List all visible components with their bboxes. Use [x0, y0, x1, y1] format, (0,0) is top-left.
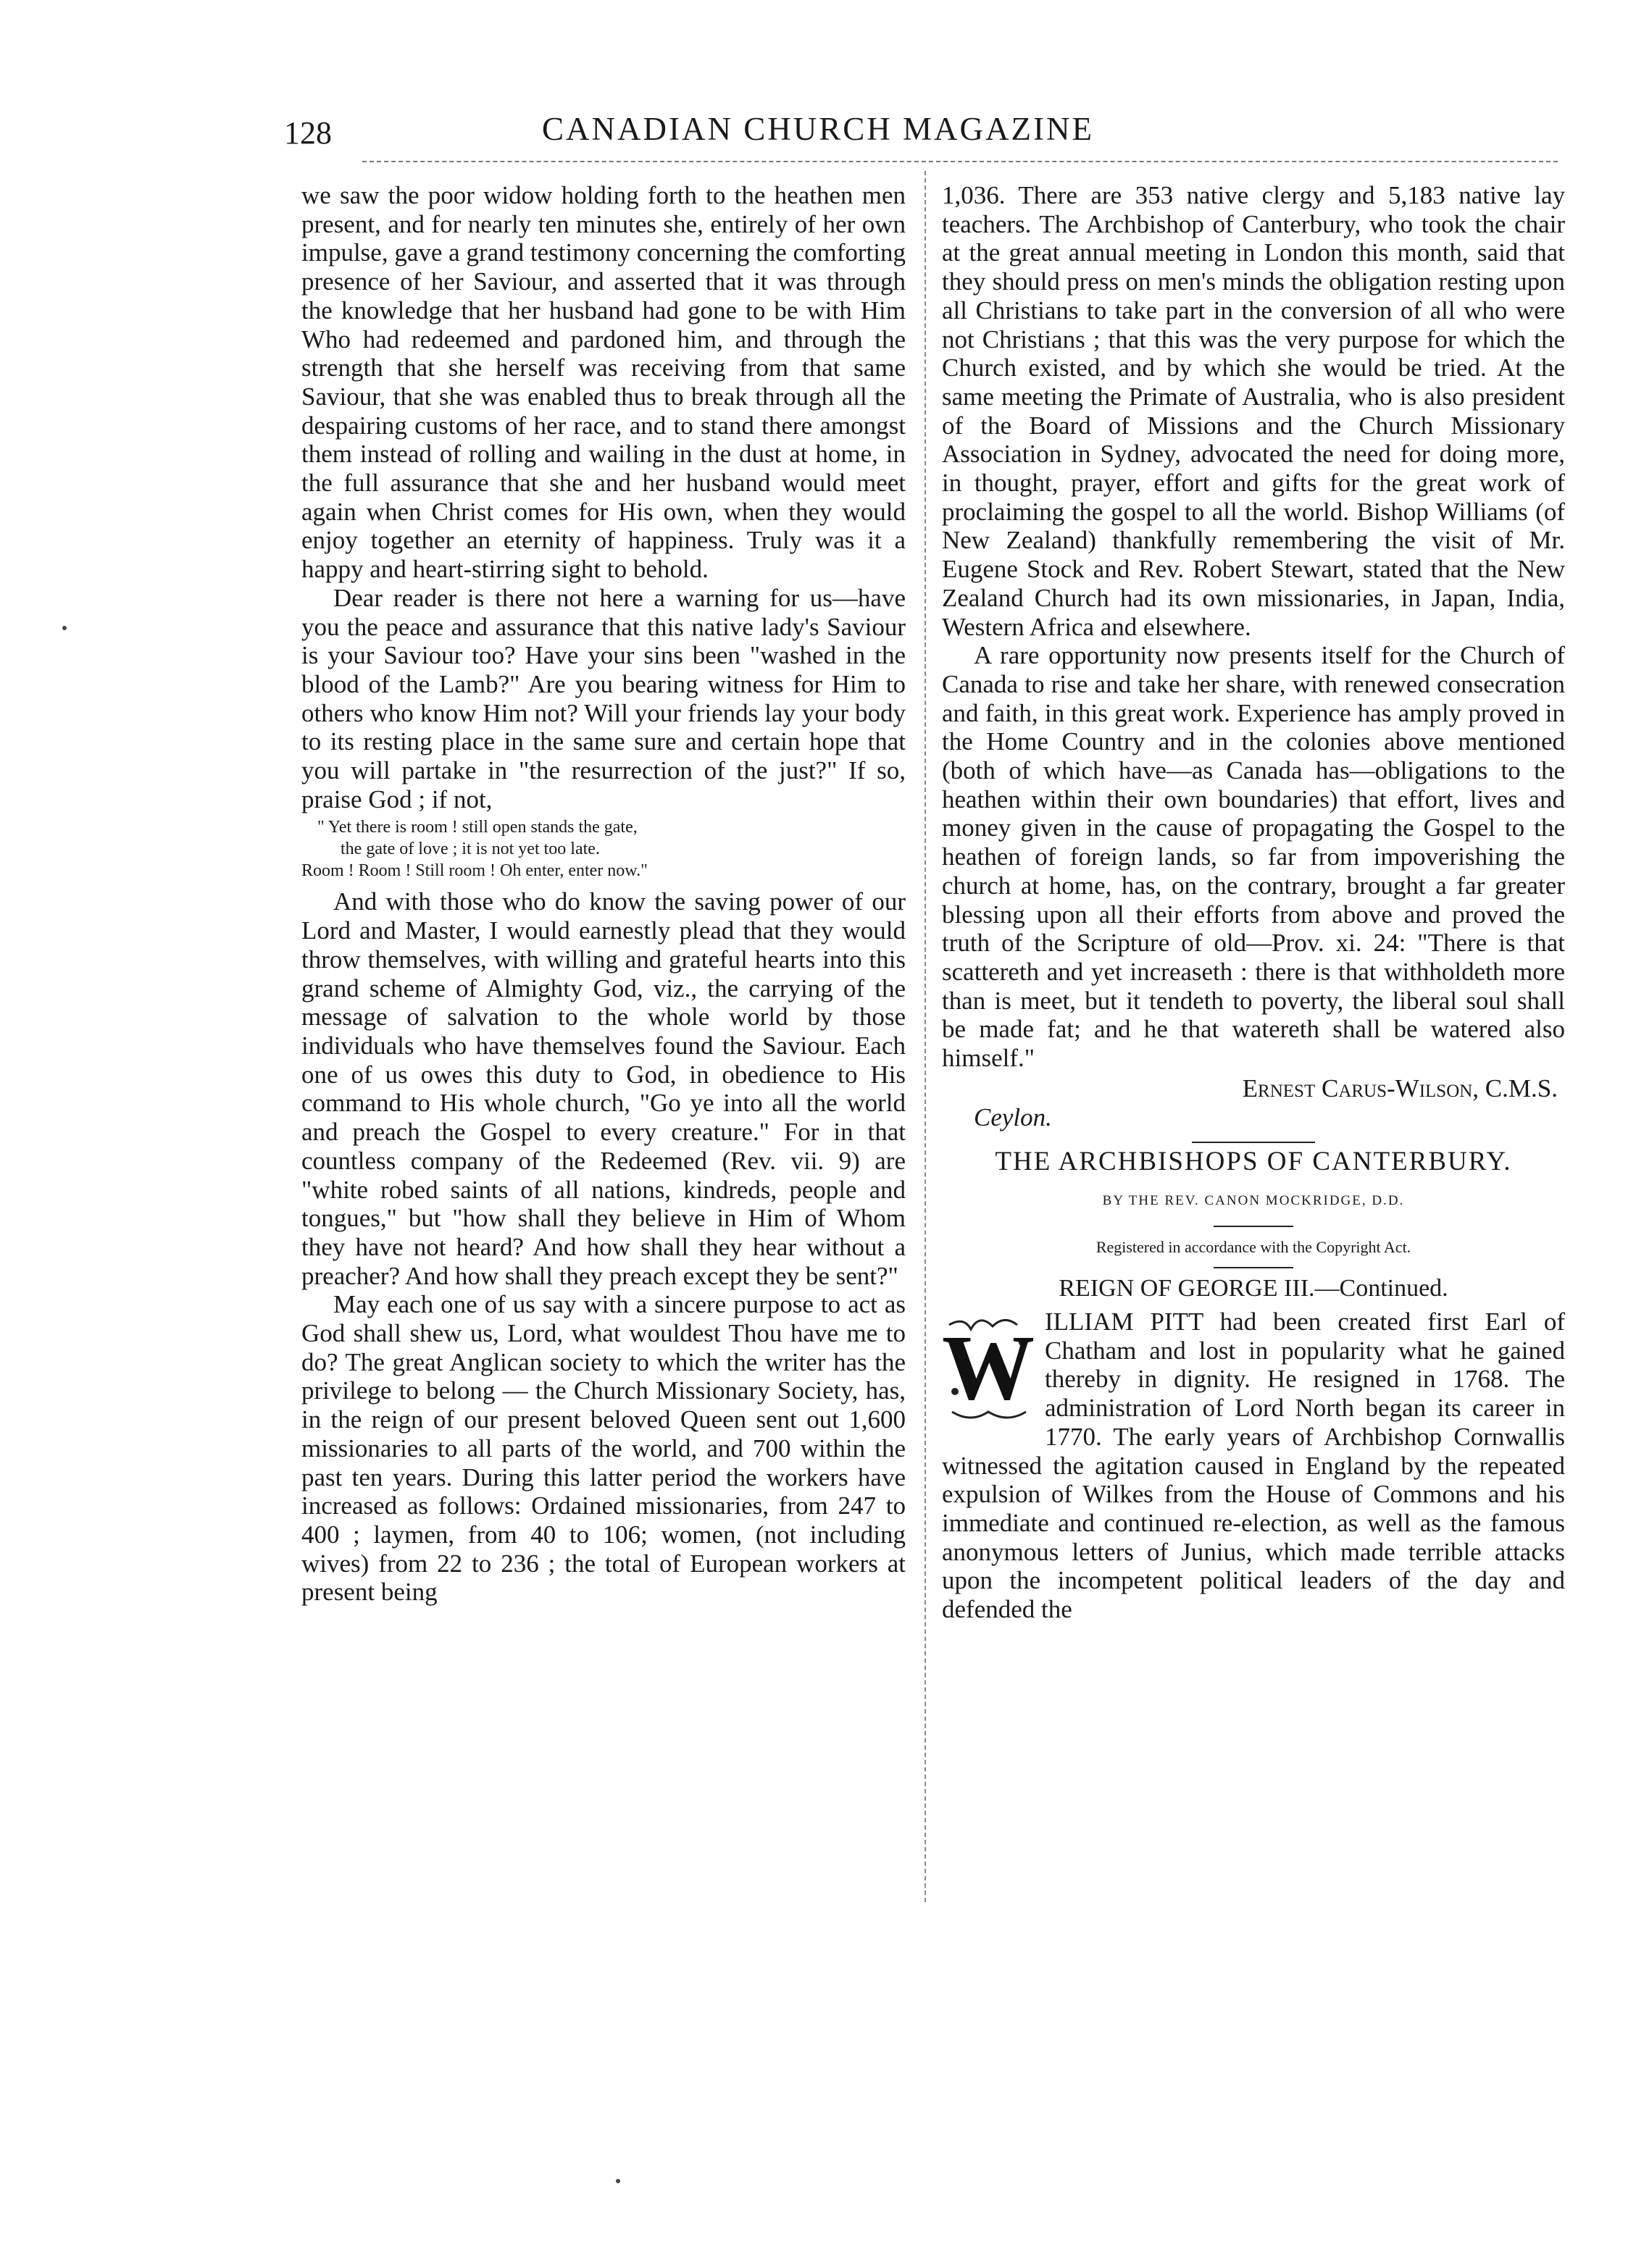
paragraph: Dear reader is there not here a warning for us—have you the peace and assurance that this native lady's Saviour is your Saviour too? Have your sins been "washed in the blood of the Lamb?" Are you bearing witness for Him to others who know Him not? Will your friends lay your body to its resting place in the same sure and certain hope that you will partake in "the resurrection of the just?" If so, praise God ; if not, [301, 583, 906, 813]
copyright-rule [1214, 1267, 1293, 1268]
poem-quote [301, 816, 906, 882]
drop-cap-ornament [942, 1310, 1035, 1426]
signature-place: Ceylon. [974, 1102, 1052, 1131]
drop-cap-letter: W [942, 1316, 1035, 1420]
paragraph: A rare opportunity now presents itself for the Church of Canada to rise and take her share, with renewed consecration and faith, in this great work. Experience has amply proved in the Home Country and in the colonies above mentioned (both of which have—as Canada has—obligations to the heathen within their own boundaries) that effort, lives and money given in the cause of propagating the Gospel to the heathen of foreign lands, so far from impoverishing the church at home, has, on the contrary, brought a far greater blessing upon all their efforts from above and proved the truth of the Scripture of old—Prov. xi. 24: "There is that scattereth and yet increaseth : there is that withholdeth more than is meet, but it tendeth to poverty, the liberal soul shall be made fat; and he that watereth shall be watered also himself." [942, 641, 1565, 1073]
poem-line: the gate of love ; it is not yet too late. [341, 840, 600, 859]
header-rule [362, 161, 1558, 162]
paragraph: 1,036. There are 353 native clergy and 5,183 native lay teachers. The Archbishop of Canterbury, who took the chair at the great annual meeting in London this month, said that they should press on men's minds the obligation resting upon all Christians to take part in the conversion of all who were not Christians ; that this was the very purpose for which the Church existed, and by which she would be tried. At the same meeting the Primate of Australia, who is also president of the Board of Missions and the Church Missionary Association in Sydney, advocated the need for doing more, in thought, prayer, effort and gifts for the great work of proclaiming the gospel to all the world. Bishop Williams (of New Zealand) thankfully remembering the visit of Mr. Eugene Stock and Rev. Robert Stewart, stated that the New Zealand Church had its own missionaries, in Japan, India, Western Africa and elsewhere. [942, 181, 1565, 641]
left-column [301, 181, 906, 1607]
ink-speck [616, 2179, 620, 2183]
paragraph: we saw the poor widow holding forth to the heathen men present, and for nearly ten minutes she, entirely of her own impulse, gave a grand testimony concerning the comforting presence of her Saviour, and asserted that it was through the knowledge that her husband had gone to be with Him Who had redeemed and pardoned him, and through the strength that she herself was receiving from that same Saviour, that she was enabled thus to break through all the despairing customs of her race, and to stand there amongst them instead of rolling and wailing in the dust at home, in the full assurance that she and her husband would meet again when Christ comes for His own, when they would enjoy together an eternity of happiness. Truly was it a happy and heart-stirring sight to behold. [301, 181, 906, 584]
article-opening-text: ILLIAM PITT had been created first Earl of Chatham and lost in popularity what he gained thereby in dignity. He resigned in 1768. The administration of Lord North began its career in 1770. The early years of Archbishop Cornwallis witnessed the agitation caused in England by the repeated expulsion of Wilkes from the House of Commons and his immediate and continued re-election, as well as the famous anonymous letters of Junius, which made terrible attacks upon the incompetent political leaders of the day and defended the [942, 1307, 1565, 1624]
signature-name: Ernest Carus-Wilson, C.M.S. [1242, 1074, 1558, 1102]
article-byline: BY THE REV. CANON MOCKRIDGE, D.D. [1102, 1192, 1405, 1208]
right-column [942, 181, 1565, 1624]
copyright-notice: Registered in accordance with the Copyright Act. [1095, 1237, 1411, 1256]
article-title: THE ARCHBISHOPS OF CANTERBURY. [995, 1147, 1512, 1177]
column-divider [925, 171, 926, 1902]
poem-line: " Yet there is room ! still open stands the gate, [317, 818, 638, 837]
paragraph: And with those who do know the saving power of our Lord and Master, I would earnestly plead that they would throw themselves, with willing and grateful hearts into this grand scheme of Almighty God, viz., the carrying of the message of salvation to the whole world by those individuals who have themselves found the Saviour. Each one of us owes this duty to God, in obedience to His command to His whole church, "Go ye into all the world and preach the Gospel to every creature." For in that countless company of the Redeemed (Rev. vii. 9) are "white robed saints of all nations, kindreds, people and tongues," but "how shall they believe in Him of Whom they have not heard? And how shall they hear without a preacher? And how shall they preach except they be sent?" [301, 887, 906, 1290]
ink-speck [62, 626, 67, 630]
byline-rule [1214, 1226, 1293, 1227]
reign-heading: REIGN OF GEORGE III.—Continued. [1059, 1275, 1448, 1302]
paragraph: May each one of us say with a sincere purpose to act as God shall shew us, Lord, what wouldest Thou have me to do? The great Anglican society to which the writer has the privilege to belong — the Church Missionary Society, has, in the reign of our present beloved Queen sent out 1,600 missionaries to all parts of the world, and 700 within the past ten years. During this latter period the workers have increased as follows: Ordained missionaries, from 247 to 400 ; laymen, from 40 to 106; women, (not including wives) from 22 to 236 ; the total of European workers at present being [301, 1290, 906, 1607]
poem-line: Room ! Room ! Still room ! Oh enter, enter now." [301, 861, 648, 881]
running-head: CANADIAN CHURCH MAGAZINE [542, 111, 1094, 147]
article-body [942, 1307, 1565, 1624]
section-separator [1192, 1142, 1315, 1143]
page-number: 128 [284, 115, 332, 151]
